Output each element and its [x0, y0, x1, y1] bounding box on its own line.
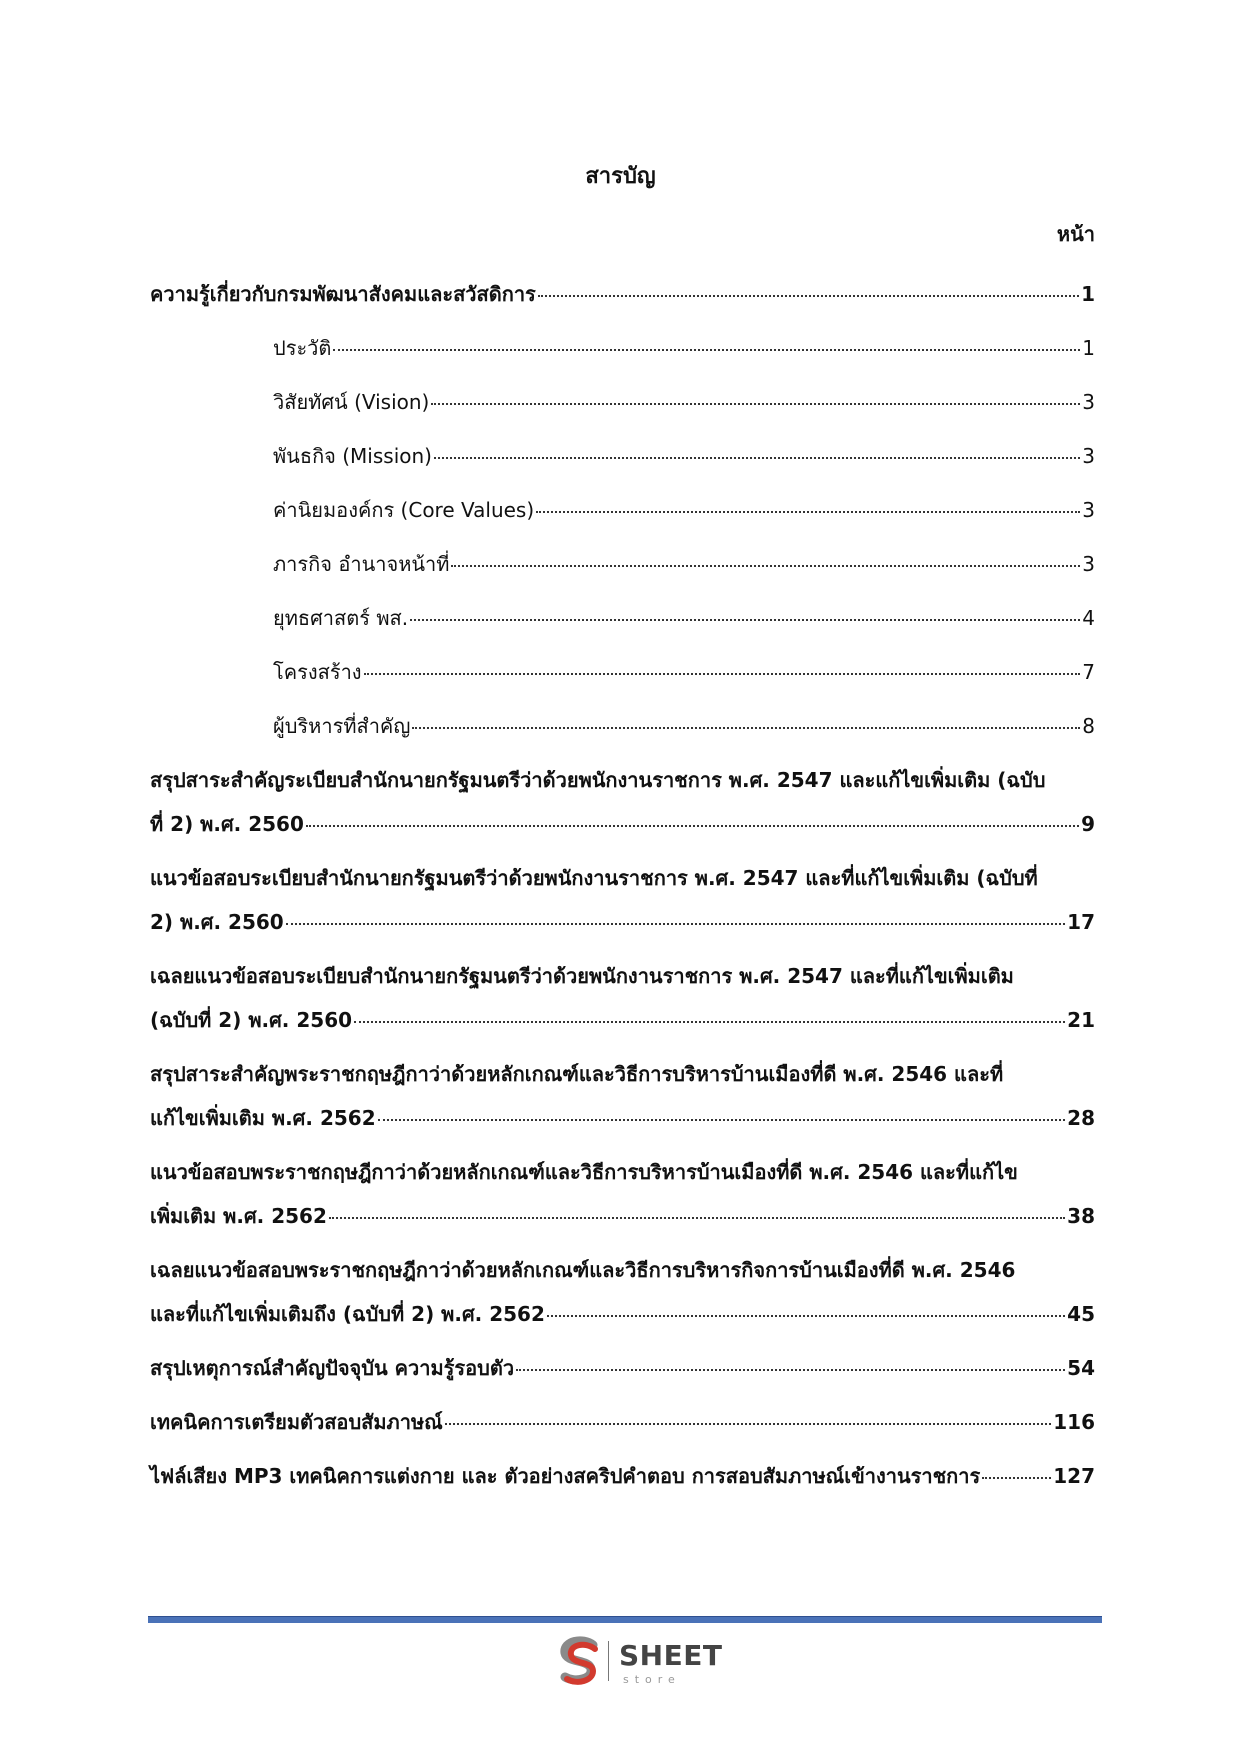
toc-entry-text: เพิ่มเติม พ.ศ. 2562: [150, 1204, 327, 1228]
toc-entry-text: ที่ 2) พ.ศ. 2560: [150, 812, 304, 836]
toc-gap: [150, 532, 1095, 542]
toc-page-number: 3: [1082, 552, 1095, 576]
toc-entry-text: แนวข้อสอบระเบียบสำนักนายกรัฐมนตรีว่าด้วยพนักงานราชการ พ.ศ. 2547 และที่แก้ไขเพิ่มเติม (ฉบับที่: [150, 866, 1038, 890]
toc-page-number: 54: [1067, 1356, 1095, 1380]
toc-entry-sub[interactable]: [150, 326, 1095, 370]
toc-entry-main[interactable]: [150, 1454, 1095, 1498]
toc-gap: [150, 748, 1095, 758]
toc-leader-dots: [354, 1021, 1065, 1023]
toc-gap: [150, 640, 1095, 650]
toc-entry-text: 2) พ.ศ. 2560: [150, 910, 284, 934]
toc-leader-dots: [547, 1315, 1065, 1317]
logo-subtext: store: [623, 1673, 681, 1686]
toc-leader-dots: [329, 1217, 1065, 1219]
toc-leader-dots: [306, 825, 1079, 827]
toc-leader-dots: [538, 295, 1079, 297]
toc-entry-text: พันธกิจ (Mission): [273, 444, 432, 468]
toc-entry-text: วิสัยทัศน์ (Vision): [273, 390, 430, 414]
toc-leader-dots: [536, 511, 1080, 513]
toc-gap: [150, 694, 1095, 704]
toc-gap: [150, 478, 1095, 488]
toc-entry-text: (ฉบับที่ 2) พ.ศ. 2560: [150, 1008, 353, 1032]
toc-entry-text: เฉลยแนวข้อสอบระเบียบสำนักนายกรัฐมนตรีว่าด้วยพนักงานราชการ พ.ศ. 2547 และที่แก้ไขเพิ่มเติม: [150, 964, 1014, 988]
toc-leader-dots: [516, 1369, 1065, 1371]
toc-page-number: 45: [1067, 1302, 1095, 1326]
toc-entry-text: ยุทธศาสตร์ พส.: [273, 606, 409, 630]
toc-page-number: 7: [1082, 660, 1095, 684]
toc-entry-sub[interactable]: [150, 488, 1095, 532]
toc-page-number: 127: [1053, 1464, 1095, 1488]
toc-entry-main[interactable]: [150, 1248, 1095, 1336]
footer-logo: [553, 1635, 723, 1695]
toc-page-number: 17: [1067, 910, 1095, 934]
toc-page-number: 3: [1082, 390, 1095, 414]
toc-leader-dots: [410, 619, 1080, 621]
toc-gap: [150, 370, 1095, 380]
toc-entry-text: เทคนิคการเตรียมตัวสอบสัมภาษณ์: [150, 1410, 443, 1434]
toc-leader-dots: [333, 349, 1080, 351]
toc-gap: [150, 1140, 1095, 1150]
toc-entry-main[interactable]: [150, 1400, 1095, 1444]
toc-gap: [150, 1444, 1095, 1454]
footer-divider: [148, 1616, 1102, 1623]
toc-entry-main[interactable]: [150, 758, 1095, 846]
toc-entry-main[interactable]: [150, 1346, 1095, 1390]
toc-entry-sub[interactable]: [150, 380, 1095, 424]
toc-page-number: 3: [1082, 498, 1095, 522]
toc-entry-text: ความรู้เกี่ยวกับกรมพัฒนาสังคมและสวัสดิการ: [150, 282, 536, 306]
toc-leader-dots: [412, 727, 1080, 729]
toc-page-number: 38: [1067, 1204, 1095, 1228]
toc-entry-text: ประวัติ: [273, 336, 332, 360]
toc-entry-sub[interactable]: [150, 542, 1095, 586]
toc-entry-main[interactable]: [150, 272, 1095, 316]
toc-entry-text: แนวข้อสอบพระราชกฤษฎีกาว่าด้วยหลักเกณฑ์และวิธีการบริหารบ้านเมืองที่ดี พ.ศ. 2546 และที่แก้ไข: [150, 1160, 1018, 1184]
toc-gap: [150, 1336, 1095, 1346]
toc-page-number: 21: [1067, 1008, 1095, 1032]
page-column-label: หน้า: [1056, 222, 1095, 246]
toc-entry-main[interactable]: [150, 1052, 1095, 1140]
toc-gap: [150, 1390, 1095, 1400]
toc-entry-text: และที่แก้ไขเพิ่มเติมถึง (ฉบับที่ 2) พ.ศ. 2562: [150, 1302, 545, 1326]
toc-page-number: 9: [1081, 812, 1095, 836]
toc-entry-sub[interactable]: [150, 434, 1095, 478]
toc-entry-main[interactable]: [150, 954, 1095, 1042]
logo-divider: [608, 1641, 609, 1681]
toc-entry-sub[interactable]: [150, 596, 1095, 640]
toc-entry-text: ภารกิจ อำนาจหน้าที่: [273, 552, 450, 576]
page-title: สารบัญ: [585, 164, 656, 189]
toc-gap: [150, 846, 1095, 856]
toc-entry-text: แก้ไขเพิ่มเติม พ.ศ. 2562: [150, 1106, 376, 1130]
toc-gap: [150, 1042, 1095, 1052]
toc-page-number: 8: [1082, 714, 1095, 738]
toc-page-number: 4: [1082, 606, 1095, 630]
toc-entry-text: ค่านิยมองค์กร (Core Values): [273, 498, 535, 522]
toc-leader-dots: [434, 457, 1080, 459]
toc-gap: [150, 316, 1095, 326]
toc-page-number: 1: [1081, 282, 1095, 306]
toc-entry-text: สรุปสาระสำคัญพระราชกฤษฎีกาว่าด้วยหลักเกณฑ์และวิธีการบริหารบ้านเมืองที่ดี พ.ศ. 2546 และที่: [150, 1062, 1004, 1086]
toc-leader-dots: [445, 1423, 1052, 1425]
toc-page-number: 3: [1082, 444, 1095, 468]
sheet-store-logo-icon: [553, 1635, 607, 1689]
toc-entry-main[interactable]: [150, 856, 1095, 944]
toc-gap: [150, 586, 1095, 596]
toc-entry-text: เฉลยแนวข้อสอบพระราชกฤษฎีกาว่าด้วยหลักเกณฑ์และวิธีการบริหารกิจการบ้านเมืองที่ดี พ.ศ. 2546: [150, 1258, 1016, 1282]
toc-leader-dots: [378, 1119, 1066, 1121]
toc-leader-dots: [431, 403, 1080, 405]
table-of-contents: [150, 272, 1095, 1498]
logo-text: SHEET: [619, 1639, 723, 1672]
toc-page-number: 28: [1067, 1106, 1095, 1130]
toc-entry-text: สรุปเหตุการณ์สำคัญปัจจุบัน ความรู้รอบตัว: [150, 1356, 515, 1380]
toc-entry-sub[interactable]: [150, 704, 1095, 748]
toc-gap: [150, 1238, 1095, 1248]
toc-page-number: 1: [1082, 336, 1095, 360]
toc-entry-text: ไฟล์เสียง MP3 เทคนิคการแต่งกาย และ ตัวอย่างสคริปคำตอบ การสอบสัมภาษณ์เข้างานราชการ: [150, 1464, 981, 1488]
toc-leader-dots: [286, 923, 1065, 925]
toc-gap: [150, 944, 1095, 954]
toc-leader-dots: [451, 565, 1080, 567]
toc-entry-text: สรุปสาระสำคัญระเบียบสำนักนายกรัฐมนตรีว่าด้วยพนักงานราชการ พ.ศ. 2547 และแก้ไขเพิ่มเติม (ฉบับ: [150, 768, 1046, 792]
toc-entry-sub[interactable]: [150, 650, 1095, 694]
toc-gap: [150, 424, 1095, 434]
toc-leader-dots: [982, 1477, 1051, 1479]
toc-page-number: 116: [1053, 1410, 1095, 1434]
toc-leader-dots: [364, 673, 1081, 675]
toc-entry-text: โครงสร้าง: [273, 660, 362, 684]
toc-entry-main[interactable]: [150, 1150, 1095, 1238]
toc-entry-text: ผู้บริหารที่สำคัญ: [273, 714, 411, 738]
